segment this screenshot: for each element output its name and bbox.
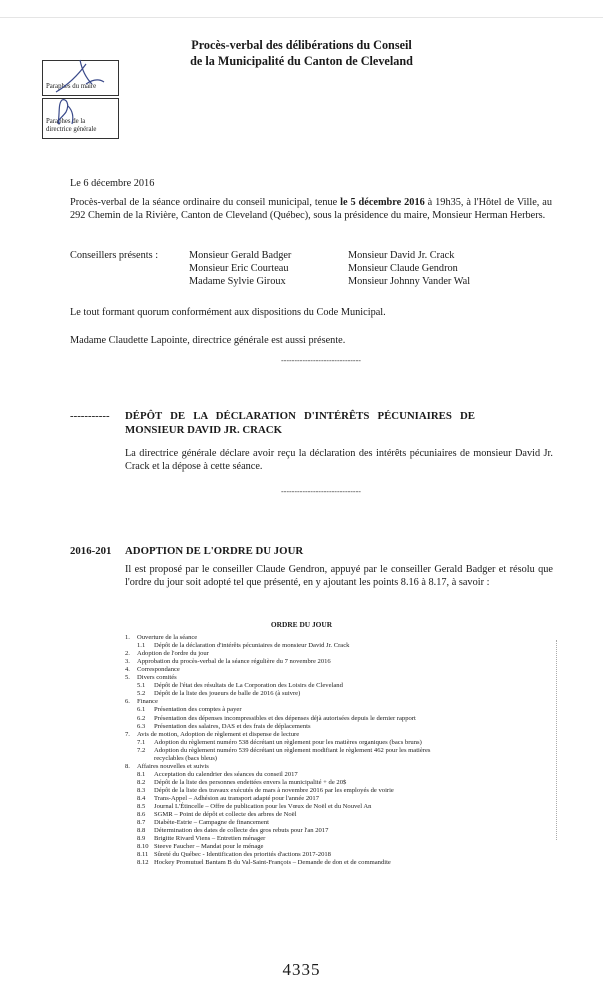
agenda-item-text: Affaires nouvelles et suivis (137, 762, 209, 770)
agenda-item-text: Présentation des salaires, DAS et des frais de déplacements (154, 722, 311, 730)
agenda-item-text: Divers comités (137, 674, 177, 682)
document-title-line1: Procès-verbal des délibérations du Conseil (191, 38, 412, 52)
agenda-item-text: Dépôt de la déclaration d'intérêts pécuniaires de monsieur David Jr. Crack (154, 642, 350, 650)
agenda-item-number: 8.11 (137, 851, 149, 859)
agenda-item-text: Adoption du règlement numéro 539 décrétant un règlement modifiant le règlement 462 pour les matières (154, 746, 431, 754)
agenda-item-number: 8.4 (137, 795, 146, 802)
agenda-item-number: 8.10 (137, 843, 149, 851)
agenda-item-text: Dépôt de la liste des travaux exécutés de mars à novembre 2016 par les employés de voirie (154, 786, 394, 794)
councillor-list-col1 (189, 249, 291, 288)
agenda-item-number: 6.3 (137, 722, 146, 730)
resolution-number: 2016-201 (70, 545, 112, 557)
agenda-item-number: 3. (125, 658, 130, 666)
agenda-item-number: 8.8 (137, 827, 146, 835)
agenda-item-text: Finance (137, 698, 158, 706)
agenda-item-number: 5.2 (137, 690, 146, 698)
page-number: 4335 (282, 960, 321, 979)
section-heading-line2: MONSIEUR DAVID JR. CRACK (125, 424, 282, 436)
section-heading-line1: DÉPÔT DE LA DÉCLARATION D'INTÉRÊTS PÉCUNIAIRES DE (125, 410, 475, 422)
councillors-label: Conseillers présents : (70, 250, 159, 261)
intro-text-1: Procès-verbal de la séance ordinaire du conseil municipal, tenue (70, 197, 341, 208)
agenda-item-text: Avis de motion, Adoption de règlement et dispense de lecture (137, 730, 300, 738)
agenda-item-text: Journal L'Étincelle – Offre de publication pour les Vœux de Noël et du Nouvel An (154, 803, 372, 811)
councillor-name: Madame Sylvie Giroux (189, 276, 286, 287)
meeting-date: Le 6 décembre 2016 (70, 178, 155, 189)
dg-initials-label-2: directrice générale (46, 126, 97, 133)
agenda-item-text: Sûreté du Québec - Identification des priorités d'actions 2017-2018 (154, 851, 331, 859)
margin-mark (556, 640, 557, 840)
intro-text-2: à 19h35, à l'Hôtel de Ville, au 292 Chemin de la Rivière, Canton de Cleveland (Québec), sous la présidence du maire, Monsieur Herman Herbers. (70, 197, 553, 221)
document-title-line2: de la Municipalité du Canton de Cleveland (190, 54, 413, 68)
agenda-item-text: Dépôt de la liste des joueurs de balle de 2016 (à suivre) (154, 690, 301, 698)
agenda-item-number: 5.1 (137, 682, 146, 690)
section-number: ----------- (70, 410, 110, 422)
resolution-heading: ADOPTION DE L'ORDRE DU JOUR (125, 545, 304, 557)
agenda-item-text: SGMR – Point de dépôt et collecte des arbres de Noël (154, 811, 297, 819)
agenda-item-text: Ouverture de la séance (137, 634, 198, 641)
agenda-item-number: 8. (125, 762, 130, 770)
agenda-item-number: 7. (125, 730, 130, 738)
agenda-item-number: 6. (125, 698, 130, 706)
separator: ------------------------------ (281, 487, 361, 496)
agenda-title: ORDRE DU JOUR (270, 620, 333, 629)
dg-present-statement: Madame Claudette Lapointe, directrice générale est aussi présente. (70, 335, 346, 346)
agenda-item-text: Dépôt de la liste des personnes endettées envers la municipalité + de 20$ (154, 778, 347, 786)
dg-initials-label-1: Paraphes de la (46, 118, 86, 125)
top-rule (0, 17, 603, 18)
separator: ------------------------------ (281, 356, 361, 365)
agenda-item-number: 5. (125, 674, 130, 682)
intro-date-bold: le 5 décembre 2016 (340, 197, 425, 208)
agenda-item-text: Brigitte Rivard Viens – Entretien ménager (154, 835, 266, 843)
agenda-item-number: 8.6 (137, 811, 146, 819)
agenda-item-text: Dépôt de l'état des résultats de La Corporation des Loisirs de Cleveland (154, 682, 343, 690)
agenda-item-number: 7.1 (137, 738, 146, 746)
councillor-name: Monsieur Johnny Vander Wal (348, 276, 471, 287)
agenda-item-number: 7.2 (137, 746, 146, 754)
agenda-item-text: Présentation des dépenses incompressibles et des dépenses déjà autorisées depuis le dernier rapport (154, 714, 416, 722)
councillor-name: Monsieur Gerald Badger (189, 250, 292, 261)
mayor-initials-label: Paraphes du maire (46, 83, 97, 90)
intro-paragraph (70, 196, 552, 222)
agenda-item-number: 8.2 (137, 778, 146, 786)
agenda-item-text: Trans-Appel – Adhésion au transport adapté pour l'année 2017 (154, 795, 320, 802)
agenda-item-number: 2. (125, 650, 130, 658)
councillor-name: Monsieur Claude Gendron (348, 263, 458, 274)
agenda-item-text: Présentation des comptes à payer (154, 706, 242, 714)
agenda-item-number: 8.7 (137, 819, 146, 827)
agenda-item-number: 8.12 (137, 859, 149, 867)
agenda-item-number: 8.9 (137, 835, 146, 843)
section-body: La directrice générale déclare avoir reçu la déclaration des intérêts pécuniaires de monsieur David Jr. Crack et la dépose à cette séance. (125, 448, 553, 472)
agenda-item-number: 1. (125, 634, 130, 641)
agenda-item-number: 6.2 (137, 714, 146, 722)
resolution-body: Il est proposé par le conseiller Claude Gendron, appuyé par le conseiller Gerald Badger et résolu que l'ordre du jour soit adopté tel que présenté, en y ajoutant les points 8.16 à 8.17, à savoir : (125, 564, 553, 588)
agenda-item-number: 8.5 (137, 803, 146, 811)
councillor-name: Monsieur Eric Courteau (189, 263, 289, 274)
agenda-item-text: Hockey Promutuel Bantam B du Val-Saint-François – Demande de don et de commandite (154, 859, 391, 867)
agenda-item-text: Adoption de l'ordre du jour (137, 650, 209, 658)
agenda-item-number: 1.1 (137, 642, 146, 650)
agenda-list (125, 634, 555, 924)
dg-signature-icon (48, 94, 98, 134)
quorum-statement: Le tout formant quorum conformément aux dispositions du Code Municipal. (70, 307, 386, 318)
councillor-list-col2 (348, 249, 470, 288)
agenda-item-number: 8.3 (137, 786, 146, 794)
agenda-item-text: recyclables (bacs bleus) (154, 754, 217, 762)
agenda-item-text: Détermination des dates de collecte des gros rebuts pour l'an 2017 (154, 827, 329, 835)
agenda-item-text: Diabète-Estrie – Campagne de financement (154, 819, 269, 827)
mayor-signature-icon (52, 56, 122, 98)
agenda-item-number: 8.1 (137, 770, 146, 778)
agenda-item-text: Correspondance (137, 666, 180, 674)
agenda-item-number: 4. (125, 666, 130, 674)
agenda-item-text: Approbation du procès-verbal de la séance régulière du 7 novembre 2016 (137, 658, 331, 666)
agenda-item-number: 6.1 (137, 706, 146, 714)
agenda-item-text: Acceptation du calendrier des séances du conseil 2017 (154, 770, 298, 778)
agenda-item-text: Adoption du règlement numéro 538 décrétant un règlement pour les matières organiques (bacs bruns) (154, 738, 422, 746)
agenda-item-text: Steeve Faucher – Mandat pour le ménage (154, 843, 264, 851)
councillor-name: Monsieur David Jr. Crack (348, 250, 455, 261)
